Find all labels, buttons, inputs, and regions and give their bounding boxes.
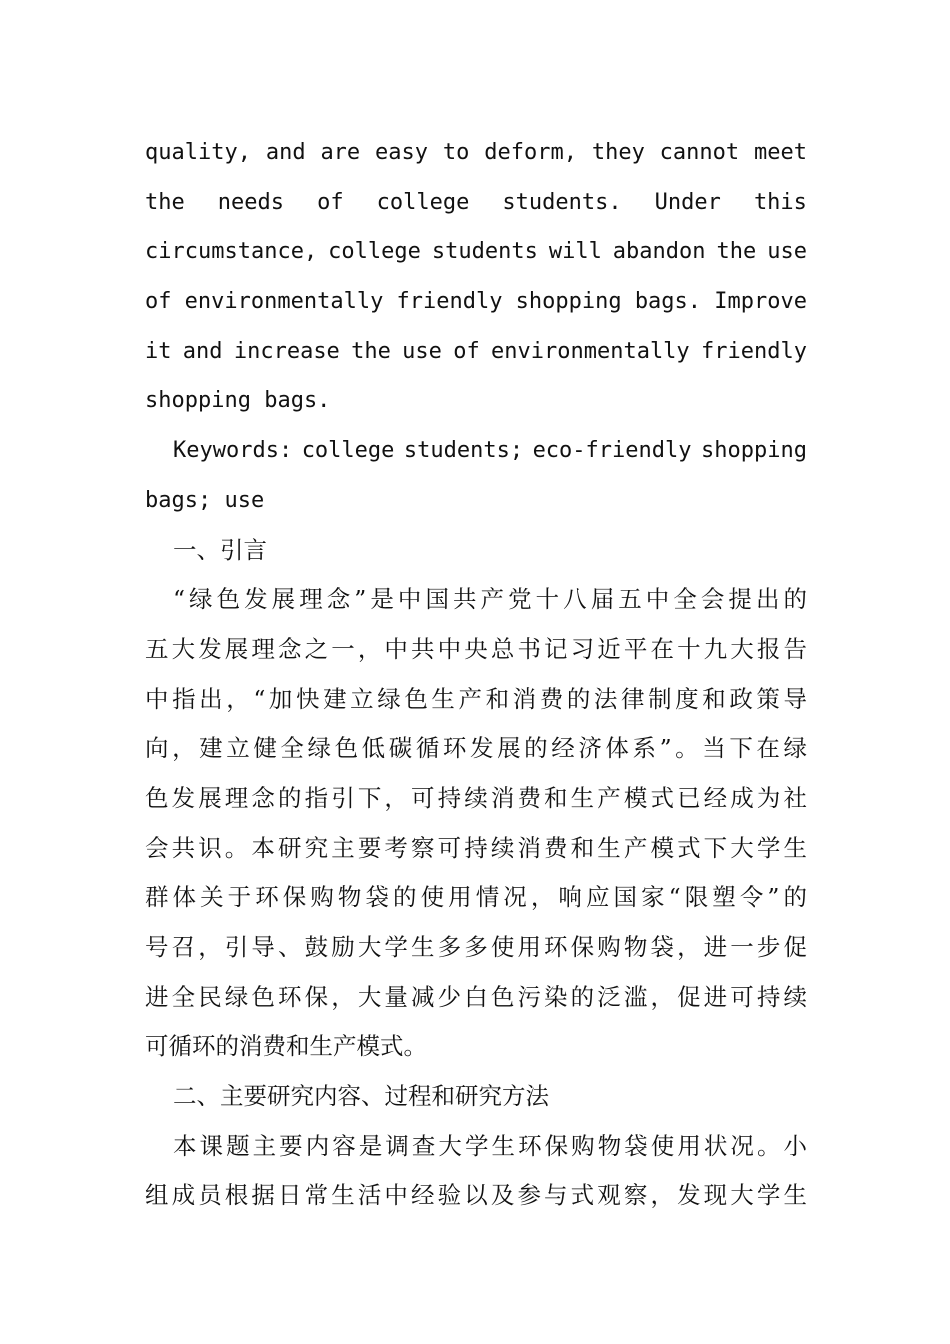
section-1-line-9: [145, 973, 811, 1023]
word: easy: [375, 140, 429, 165]
paragraph-text: 进全民绿色环保，大量减少白色污染的泛滥，促进可持续: [145, 982, 811, 1011]
abstract-line-1: [145, 128, 807, 178]
abstract-line-5: [145, 327, 807, 377]
section-1-line-2: [145, 625, 811, 675]
section-1-line-10: [145, 1022, 807, 1072]
word: the: [716, 239, 757, 265]
word: and: [182, 338, 223, 364]
word: this: [753, 189, 807, 215]
section-heading-text: 二、主要研究内容、过程和研究方法: [173, 1082, 549, 1111]
word: of: [145, 289, 172, 315]
word: are: [320, 140, 361, 165]
paragraph-text: 群体关于环保购物袋的使用情况，响应国家“限塑令”的: [145, 883, 812, 912]
word: students: [431, 239, 538, 265]
paragraph-text: 向，建立健全绿色低碳循环发展的经济体系”。当下在绿: [145, 734, 811, 763]
word: needs: [217, 189, 285, 215]
word: circumstance,: [145, 239, 318, 265]
abstract-line-2: [145, 178, 807, 228]
word: friendly: [396, 289, 503, 315]
word: meet: [754, 140, 807, 165]
abstract-line-3: [145, 227, 807, 277]
word: college: [301, 438, 395, 464]
word: eco-friendly: [532, 438, 692, 464]
paragraph-text: 中指出，“加快建立绿色生产和消费的法律制度和政策导: [145, 684, 811, 713]
word: bags.: [634, 289, 702, 315]
word: the: [145, 189, 185, 215]
section-heading-text: 一、引言: [173, 535, 267, 564]
word: bags; use: [145, 487, 265, 513]
section-2-line-1: [145, 1122, 811, 1172]
word: deform,: [484, 140, 577, 165]
section-1-heading: [145, 526, 807, 576]
word: Improve: [714, 289, 807, 315]
word: of: [317, 189, 344, 215]
word: use: [767, 239, 807, 265]
word: Under: [654, 189, 721, 215]
word: friendly: [700, 338, 807, 364]
section-2-line-2: [145, 1171, 811, 1221]
word: shopping: [515, 289, 622, 315]
document-page: [145, 128, 812, 1221]
paragraph-text: 色发展理念的指引下，可持续消费和生产模式已经成为社: [145, 783, 811, 812]
keywords-line-1: [145, 426, 807, 476]
paragraph-text: “绿色发展理念”是中国共产党十八届五中全会提出的: [173, 585, 812, 614]
word: shopping: [700, 438, 807, 464]
word: cannot: [659, 140, 740, 165]
section-1-line-1: [145, 575, 812, 625]
section-1-line-3: [145, 675, 811, 725]
paragraph-text: 可循环的消费和生产模式。: [145, 1032, 427, 1061]
word: shopping bags.: [145, 388, 331, 414]
word: students.: [502, 189, 622, 215]
section-1-line-4: [145, 724, 811, 774]
word: they: [591, 140, 645, 165]
word: to: [442, 140, 470, 165]
section-1-line-5: [145, 774, 811, 824]
word: environmentally: [184, 289, 384, 315]
word: quality,: [145, 140, 251, 165]
section-1-line-7: [145, 873, 812, 923]
section-1-line-6: [145, 824, 811, 874]
word: the: [351, 338, 391, 364]
word: environmentally: [491, 338, 690, 364]
word: use: [402, 338, 442, 364]
abstract-line-4: [145, 277, 807, 327]
abstract-line-6: [145, 376, 807, 426]
section-2-heading: [145, 1072, 807, 1122]
paragraph-text: 会共识。本研究主要考察可持续消费和生产模式下大学生: [145, 833, 811, 862]
keywords-line-2: [145, 476, 807, 526]
word: college: [328, 239, 421, 265]
word: and: [265, 140, 306, 165]
word: college: [376, 189, 470, 215]
paragraph-text: 本课题主要内容是调查大学生环保购物袋使用状况。小: [173, 1131, 811, 1160]
word: will: [548, 239, 602, 265]
word: increase: [233, 338, 340, 364]
word: it: [145, 338, 172, 364]
word: of: [453, 338, 480, 364]
paragraph-text: 组成员根据日常生活中经验以及参与式观察，发现大学生: [145, 1181, 811, 1210]
paragraph-text: 五大发展理念之一，中共中央总书记习近平在十九大报告: [145, 634, 811, 663]
keywords-label: Keywords:: [173, 438, 293, 464]
word: students;: [403, 438, 524, 464]
word: abandon: [612, 239, 706, 265]
paragraph-text: 号召，引导、鼓励大学生多多使用环保购物袋，进一步促: [145, 933, 811, 961]
section-1-line-8: [145, 923, 811, 973]
